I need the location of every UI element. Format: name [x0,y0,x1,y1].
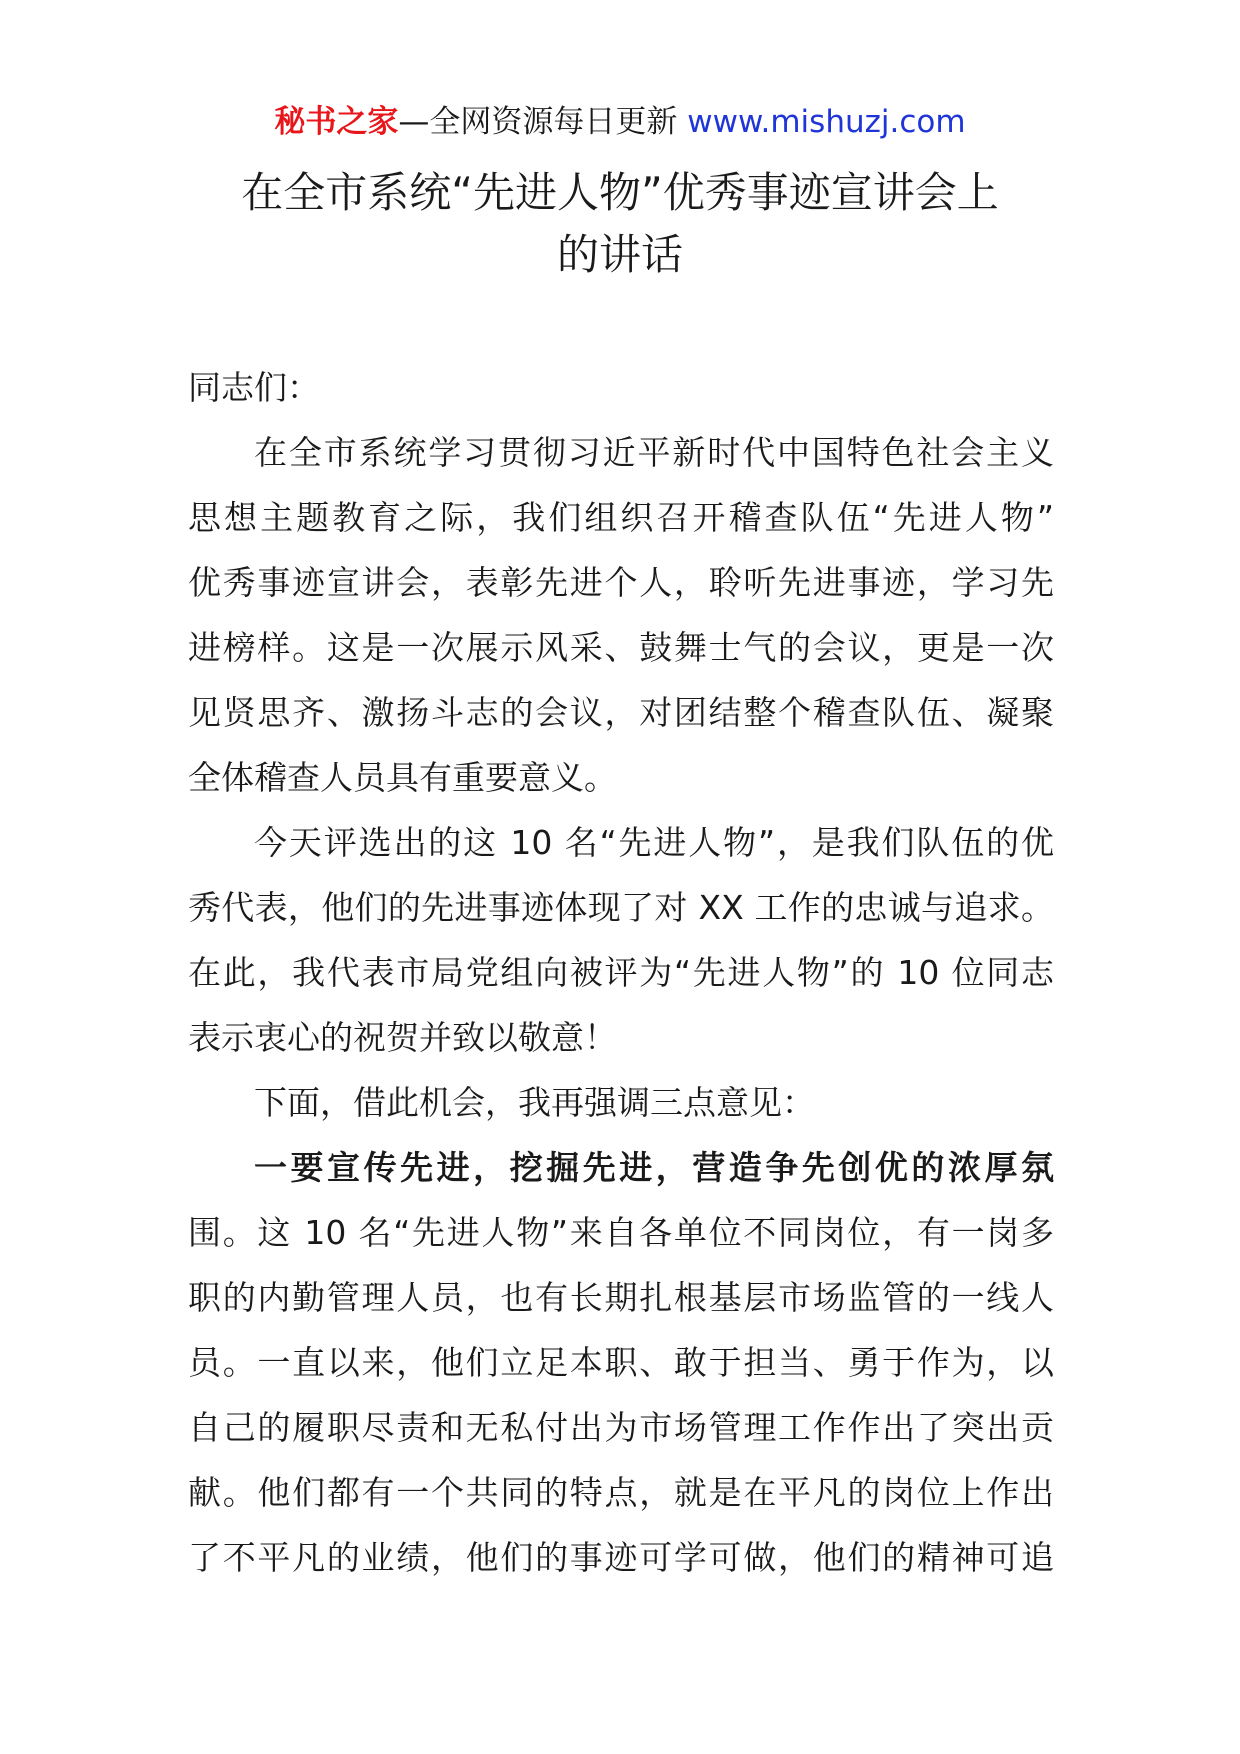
site-url: www.mishuzj.com [687,104,966,140]
paragraph-4 [188,1135,1054,1590]
brand-name: 秘书之家 [274,104,399,140]
text-line: 今天评选出的这 10 名“先进人物”，是我们队伍的优 [254,823,1054,862]
title-line-2: 的讲话 [556,230,683,279]
text-line: 在全市系统学习贯彻习近平新时代中国特色社会主义 [254,433,1054,472]
document-body [188,355,1054,1590]
salutation: 同志们： [188,368,320,407]
text-line: 围。这 10 名“先进人物”来自各单位不同岗位，有一岗多 [188,1213,1054,1252]
text-line: 了不平凡的业绩，他们的事迹可学可做，他们的精神可追 [188,1538,1054,1577]
site-header [0,100,1240,144]
text-line: 秀代表，他们的先进事迹体现了对 XX 工作的忠诚与追求。 [188,888,1054,927]
text-line: 优秀事迹宣讲会，表彰先进个人，聆听先进事迹，学习先 [188,563,1054,602]
bold-lead-line: 一要宣传先进，挖掘先进，营造争先创优的浓厚氛 [254,1148,1054,1187]
title-line-1: 在全市系统“先进人物”优秀事迹宣讲会上 [241,168,999,217]
paragraph-1 [188,420,1054,810]
text-line: 表示衷心的祝贺并致以敬意！ [188,1018,617,1057]
text-line: 自己的履职尽责和无私付出为市场管理工作作出了突出贡 [188,1408,1054,1447]
text-line: 全体稽查人员具有重要意义。 [188,758,617,797]
text-line: 见贤思齐、激扬斗志的会议，对团结整个稽查队伍、凝聚 [188,693,1054,732]
text-line: 思想主题教育之际，我们组织召开稽查队伍“先进人物” [188,498,1054,537]
site-tagline: —全网资源每日更新 [398,104,688,140]
paragraph-2 [188,810,1054,1070]
text-line: 献。他们都有一个共同的特点，就是在平凡的岗位上作出 [188,1473,1054,1512]
paragraph-3 [188,1070,1054,1135]
text-line: 职的内勤管理人员，也有长期扎根基层市场监管的一线人 [188,1278,1054,1317]
text-line: 进榜样。这是一次展示风采、鼓舞士气的会议，更是一次 [188,628,1054,667]
text-line: 在此，我代表市局党组向被评为“先进人物”的 10 位同志 [188,953,1054,992]
document-title [0,162,1240,286]
text-line: 下面，借此机会，我再强调三点意见： [254,1083,815,1122]
text-line: 员。一直以来，他们立足本职、敢于担当、勇于作为，以 [188,1343,1054,1382]
